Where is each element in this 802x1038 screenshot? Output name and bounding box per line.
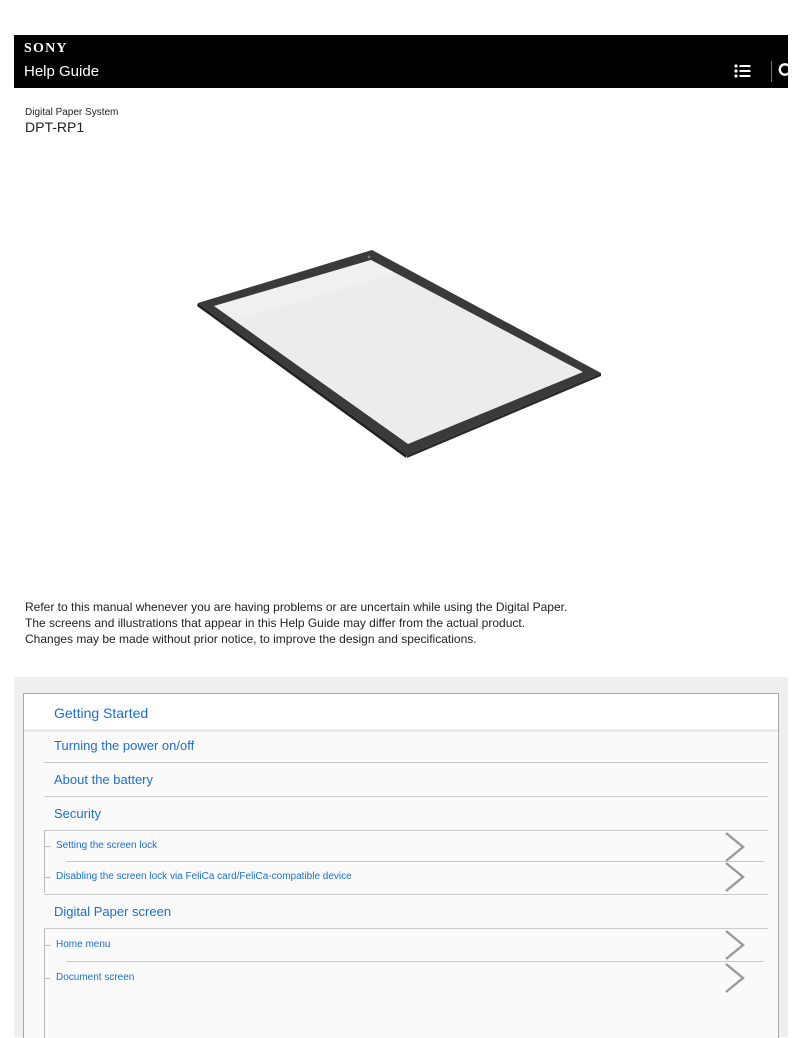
chevron-right-icon[interactable] xyxy=(724,861,746,893)
toc-subitem-screen-lock[interactable] xyxy=(44,831,768,862)
tree-tick xyxy=(44,978,50,979)
toc-subitem-label[interactable]: Document screen xyxy=(56,972,135,983)
intro-line: Refer to this manual whenever you are having problems or are uncertain while using the Digital Paper. xyxy=(25,600,568,614)
tree-tick xyxy=(44,846,50,847)
toc-subitem-label[interactable]: Setting the screen lock xyxy=(56,840,158,851)
chevron-right-icon[interactable] xyxy=(724,831,746,863)
header-bar xyxy=(14,35,788,88)
toc-subitem-document-screen[interactable] xyxy=(44,962,768,994)
product-model: DPT-RP1 xyxy=(25,119,85,135)
toc-item-label[interactable]: Security xyxy=(54,806,101,821)
product-category: Digital Paper System xyxy=(25,107,119,118)
tree-tick xyxy=(44,945,50,946)
toc-subitem-home-menu[interactable] xyxy=(44,929,768,961)
intro-line: The screens and illustrations that appear in this Help Guide may differ from the actual product. xyxy=(25,616,526,630)
device-image xyxy=(195,245,605,460)
chevron-right-icon[interactable] xyxy=(724,929,746,961)
intro-line: Changes may be made without prior notice, to improve the design and specifications. xyxy=(25,632,477,646)
toc-item-battery[interactable] xyxy=(44,763,768,797)
toc-item-digital-paper-screen[interactable] xyxy=(44,895,768,929)
toc-section-header[interactable] xyxy=(24,694,778,732)
toc-item-label[interactable]: Digital Paper screen xyxy=(54,904,172,919)
intro-text xyxy=(25,599,567,647)
chevron-right-icon[interactable] xyxy=(724,962,746,994)
help-guide-title[interactable]: Help Guide xyxy=(24,63,100,80)
search-icon[interactable] xyxy=(776,60,798,82)
toc-item-security[interactable] xyxy=(44,797,768,831)
tree-tick xyxy=(44,877,50,878)
toc-subitem-felica[interactable] xyxy=(44,862,768,894)
header-divider xyxy=(771,61,772,82)
brand-logo: SONY xyxy=(24,41,68,56)
toc-panel xyxy=(23,693,779,1038)
toc-item-power[interactable] xyxy=(44,732,768,763)
toc-subitem-label[interactable]: Disabling the screen lock via FeliCa card/FeliCa-compatible device xyxy=(56,871,352,882)
list-icon[interactable] xyxy=(732,60,754,82)
toc-item-label[interactable]: Turning the power on/off xyxy=(54,738,195,753)
toc-subitem-label[interactable]: Home menu xyxy=(56,939,111,950)
toc-item-label[interactable]: About the battery xyxy=(54,772,154,787)
toc-section-title[interactable]: Getting Started xyxy=(54,705,149,721)
